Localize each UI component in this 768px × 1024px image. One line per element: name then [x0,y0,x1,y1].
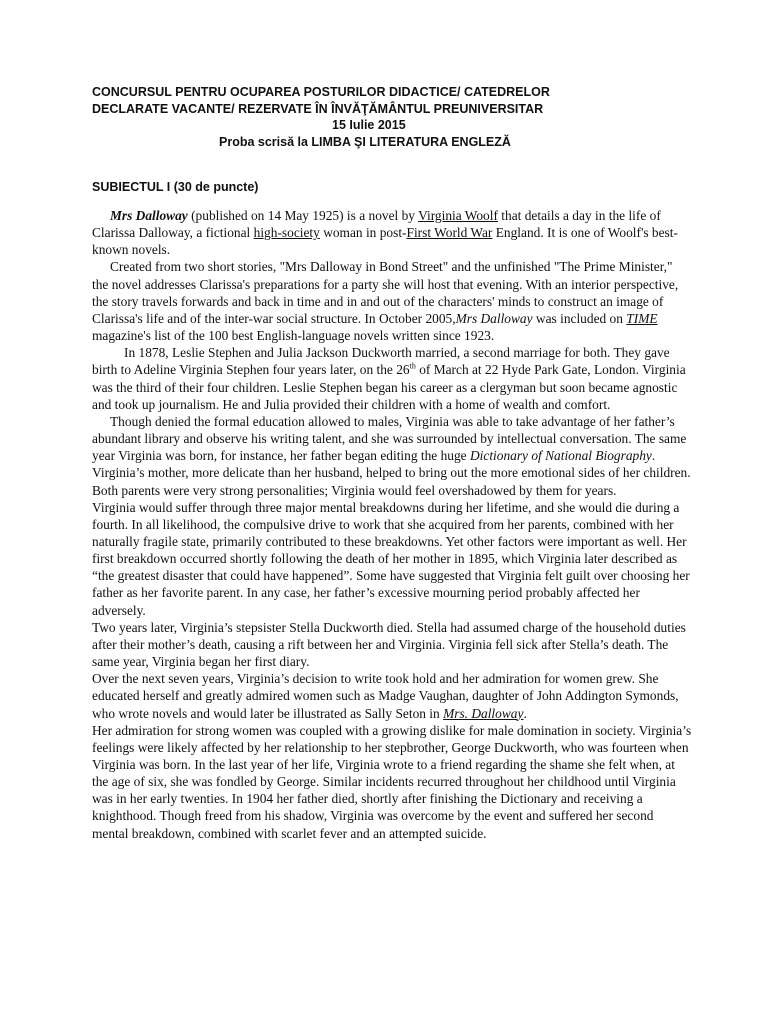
exam-title-line-2: DECLARATE VACANTE/ REZERVATE ÎN ÎNVĂŢĂMÂNTUL PREUNIVERSITAR [92,102,544,116]
dictionary-title: Dictionary of National Biography [469,448,652,464]
mrs-dalloway-link[interactable]: Mrs. Dalloway [443,705,524,721]
paragraph-2: Created from two short stories, "Mrs Dalloway in Bond Street" and the unfinished "The Prime Minister," the novel addresses Clarissa's preparations for a party she will host that evening. With an interior perspective, the story travels forwards and back in time and in and out of the characters' minds to construct an image of Clarissa's life and of the inter-war social structure. In October 2005,Mrs Dalloway was included on TIME magazine's list of the 100 best English-language novels written since 1923. [92,259,679,344]
document-body [92,207,692,842]
paragraph-6: Two years later, Virginia’s stepsister Stella Duckworth died. Stella had assumed charge of the household duties after their mother’s death, causing a rift between her and Virginia. Virginia fell sick after Stella’s death. The same year, Virginia began her first diary. [92,619,686,670]
paragraph-1: Mrs Dalloway (published on 14 May 1925) is a novel by Virginia Woolf that details a day in the life of Clarissa Dalloway, a fictional high-society woman in post-First World War England. It is one of Woolf's best-known novels. [92,208,678,258]
time-magazine-link[interactable]: TIME [626,310,658,326]
exam-subject-line: Proba scrisă la LIMBA ŞI LITERATURA ENGLEZĂ [219,135,511,149]
paragraph-7: Over the next seven years, Virginia’s decision to write took hold and her admiration for women grew. She educated herself and greatly admired women such as Madge Vaughan, daughter of John Addington Symonds, who wrote novels and would later be illustrated as Sally Seton in Mrs. Dalloway. [92,671,679,721]
first-world-war-link[interactable]: First World War [406,225,493,241]
paragraph-5: Virginia would suffer through three major mental breakdowns during her lifetime, and she would die during a fourth. In all likelihood, the compulsive drive to work that she acquired from her parents, combined with her naturally fragile state, primarily contributed to these breakdowns. Yet other factors were important as well. Her first breakdown occurred shortly following the death of her mother in 1895, which Virginia later described as “the greatest disaster that could have happened”. Some have suggested that Virginia felt guilt over choosing her father as her favorite parent. In any case, her father’s excessive mourning period probably affected her adversely. [92,499,690,618]
exam-date: 15 Iulie 2015 [332,118,406,132]
paragraph-3: In 1878, Leslie Stephen and Julia Jackson Duckworth married, a second marriage for both. They gave birth to Adeline Virginia Stephen four years later, on the 26th of March at 22 Hyde Park Gate, London. Virginia was the third of their four children. Leslie Stephen began his career as a clergyman but soon became agnostic and took up journalism. He and Julia provided their children with a home of wealth and comfort. [92,345,686,412]
paragraph-8: Her admiration for strong women was coupled with a growing dislike for male domination in society. Virginia’s feelings were likely affected by her relationship to her stepbrother, George Duckworth, who was fourteen when Virginia was born. In the last year of her life, Virginia wrote to a friend regarding the shame she felt when, at the age of six, she was fondled by George. Similar incidents recurred throughout her childhood until Virginia was in her early twenties. In 1904 her father died, shortly after finishing the Dictionary and receiving a knighthood. Though freed from his shadow, Virginia was overcome by the event and suffered her second mental breakdown, combined with scarlet fever and an attempted suicide. [92,722,692,841]
novel-title: Mrs Dalloway [110,208,188,223]
section-heading: SUBIECTUL I (30 de puncte) [92,180,259,194]
exam-title-line-1: CONCURSUL PENTRU OCUPAREA POSTURILOR DIDACTICE/ CATEDRELOR [92,85,550,99]
paragraph-4: Though denied the formal education allowed to males, Virginia was able to take advantage of her father’s abundant library and observe his writing talent, and she was surrounded by intellectual conversation. The same year Virginia was born, for instance, her father began editing the huge Dictionary of National Biography. Virginia’s mother, more delicate than her husband, helped to bring out the more emotional sides of her children. Both parents were very strong personalities; Virginia would feel overshadowed by them for years. [92,413,691,498]
high-society-link[interactable]: high-society [253,225,320,241]
novel-title: Mrs Dalloway [455,310,533,326]
author-link[interactable]: Virginia Woolf [418,208,498,223]
